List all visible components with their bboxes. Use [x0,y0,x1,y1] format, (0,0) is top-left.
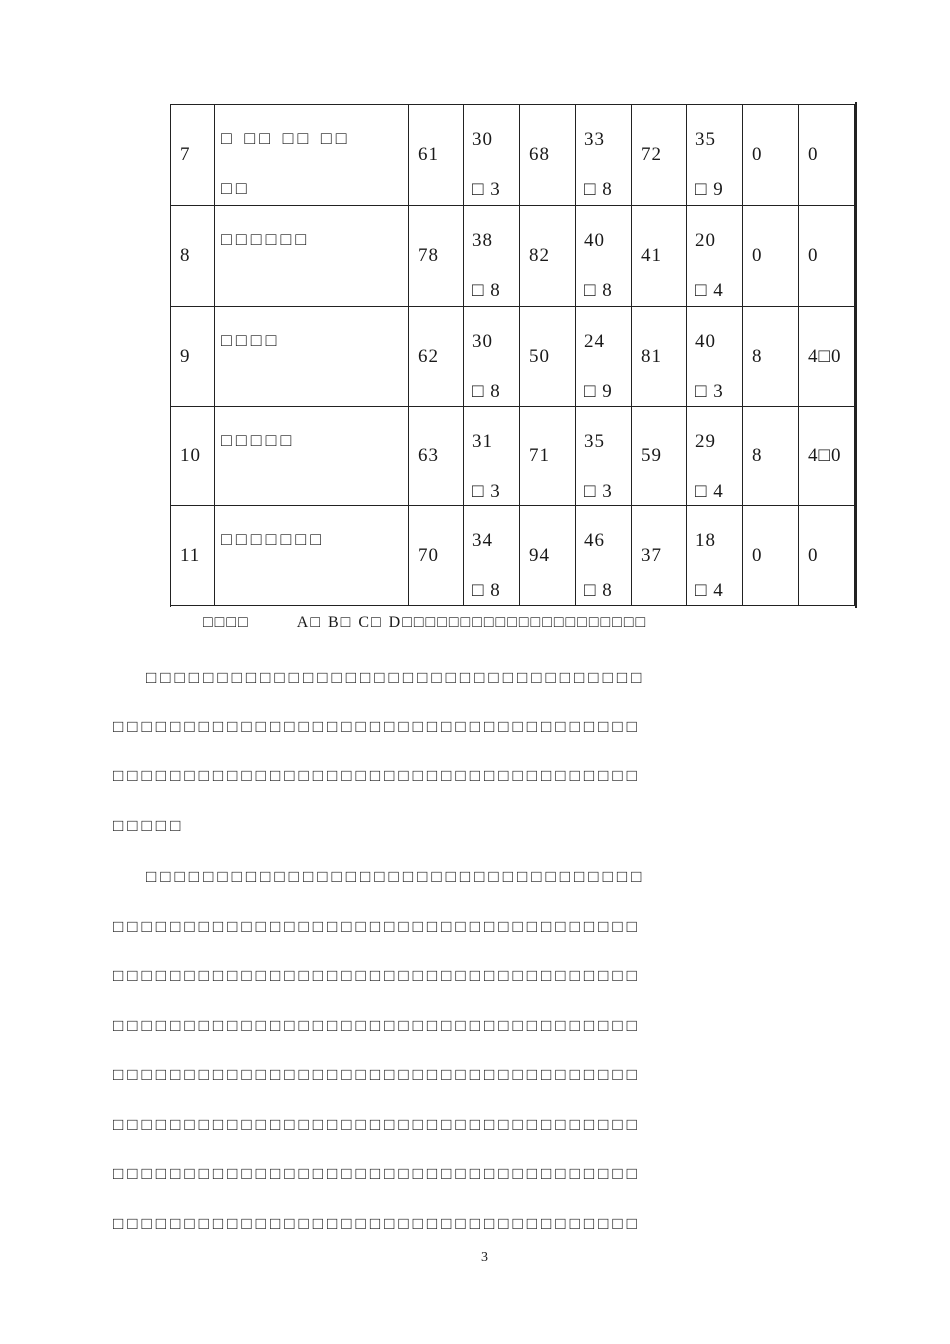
table-cell-no [171,407,215,506]
cell-text: 82 [529,245,550,266]
paragraph-line: □□□□□□□□□□□□□□□□□□□□□□□□□□□□□□□□□□□□□ [113,1115,641,1134]
cell-text: 46 [584,530,605,551]
cell-text: 35 [584,431,605,452]
cell-text: 37 [641,544,662,566]
cell-text: 94 [529,544,550,566]
cell-text: 31 [472,431,493,452]
table-row [171,307,855,407]
paragraph-line: □□□□□□□□□□□□□□□□□□□□□□□□□□□□□□□□□□□□□ [113,966,641,985]
cell-text: □ 8 [584,280,613,301]
cell-text: 35 [695,129,716,150]
paragraph-line: □□□□□□□□□□□□□□□□□□□□□□□□□□□□□□□□□□□□□ [113,766,641,785]
cell-text: 61 [418,144,439,165]
cell-text: □ □□ □□ □□ [221,128,351,148]
table-cell-c2 [464,506,520,606]
cell-text: □□□□□□ [221,229,311,249]
table-cell-c4 [576,105,632,206]
cell-text: 30 [472,331,493,352]
paragraph-line: □□□□□ [113,816,185,835]
cell-text: □ 4 [695,481,724,502]
cell-text: 29 [695,431,716,452]
table-cell-c8 [799,307,855,407]
cell-text: 78 [418,245,439,266]
table-cell-c8 [799,407,855,506]
table-cell-c7 [743,105,799,206]
cell-text: 63 [418,445,439,466]
table-cell-c6 [687,206,743,307]
table-cell-c2 [464,105,520,206]
cell-text: 8 [180,245,191,266]
cell-text: 40 [695,331,716,352]
cell-text: 33 [584,129,605,150]
cell-text: 30 [472,129,493,150]
cell-text: 4□0 [808,345,842,367]
cell-text: 50 [529,345,550,367]
cell-text: 71 [529,445,550,466]
cell-text: □ 8 [472,580,501,601]
table-cell-c1 [409,506,464,606]
paragraph-line: □□□□□□□□□□□□□□□□□□□□□□□□□□□□□□□□□□□□□ [113,1214,641,1233]
cell-text: □ 3 [472,179,501,200]
table-cell-c7 [743,206,799,307]
cell-text: 0 [808,245,819,266]
table-cell-c7 [743,407,799,506]
table-cell-c8 [799,105,855,206]
table-cell-c6 [687,307,743,407]
paragraph-line: □□□□□□□□□□□□□□□□□□□□□□□□□□□□□□□□□□□□□ [113,1065,641,1084]
table-cell-c7 [743,307,799,407]
table-row [171,206,855,307]
table-cell-c6 [687,506,743,606]
cell-text: 38 [472,230,493,251]
cell-text: 0 [752,245,763,266]
table-cell-c4 [576,307,632,407]
table-cell-name [215,407,409,506]
table-cell-c3 [520,506,576,606]
cell-text: 68 [529,144,550,165]
paragraph-line: □□□□□□□□□□□□□□□□□□□□□□□□□□□□□□□□□□□□□ [113,1016,641,1035]
data-table [170,104,855,607]
table-cell-c7 [743,506,799,606]
table-cell-c4 [576,407,632,506]
cell-text: 18 [695,530,716,551]
cell-text: 59 [641,445,662,466]
table-cell-c3 [520,206,576,307]
table-cell-c6 [687,407,743,506]
cell-text: 4□0 [808,445,842,466]
table-cell-c1 [409,206,464,307]
cell-text: □ 8 [584,580,613,601]
paragraph-line: □□□□□□□□□□□□□□□□□□□□□□□□□□□□□□□□□□□ [113,668,646,687]
cell-text: 24 [584,331,605,352]
table-cell-c5 [632,506,687,606]
cell-text: □ 9 [695,179,724,200]
cell-text: □ 3 [695,381,724,402]
table-cell-no [171,307,215,407]
table-cell-c8 [799,506,855,606]
table-row [171,105,855,206]
cell-text: □□□□□□□ [221,529,326,549]
cell-text: 0 [752,144,763,165]
paragraph-line: □□□□□□□□□□□□□□□□□□□□□□□□□□□□□□□□□□□ [113,867,646,886]
table-row [171,506,855,606]
cell-text: 9 [180,345,191,367]
table-cell-c2 [464,407,520,506]
cell-text: □ 9 [584,381,613,402]
table-cell-name [215,206,409,307]
table-cell-c2 [464,307,520,407]
paragraph-line: □□□□□□□□□□□□□□□□□□□□□□□□□□□□□□□□□□□□□ [113,1164,641,1183]
cell-text: 0 [808,144,819,165]
table-cell-c1 [409,105,464,206]
cell-text: 8 [752,445,763,466]
cell-text: 0 [752,544,763,566]
cell-text: 34 [472,530,493,551]
cell-text: 20 [695,230,716,251]
table-right-border [855,102,857,608]
table-cell-name [215,307,409,407]
table-cell-c6 [687,105,743,206]
cell-text: 70 [418,544,439,566]
table-footnote: □□□□ A□ B□ C□ D□□□□□□□□□□□□□□□□□□□□□ [203,614,648,631]
table-cell-c5 [632,407,687,506]
paragraph-line: □□□□□□□□□□□□□□□□□□□□□□□□□□□□□□□□□□□□□ [113,717,641,736]
table-cell-c4 [576,206,632,307]
page-number: 3 [481,1250,488,1265]
cell-text: 41 [641,245,662,266]
table-cell-no [171,506,215,606]
table-cell-c3 [520,407,576,506]
table-cell-no [171,206,215,307]
table-cell-c2 [464,206,520,307]
cell-text: 7 [180,144,191,165]
cell-text: □ 8 [584,179,613,200]
cell-text: □ 4 [695,580,724,601]
table-cell-c5 [632,307,687,407]
table-cell-c1 [409,307,464,407]
cell-text: □ 8 [472,280,501,301]
table-cell-name [215,105,409,206]
cell-text: □ 3 [584,481,613,502]
cell-text: □□ [221,178,251,198]
table-row [171,407,855,506]
table-cell-c3 [520,105,576,206]
table-cell-c5 [632,105,687,206]
cell-text: □ 4 [695,280,724,301]
cell-text: 11 [180,544,201,566]
cell-text: 72 [641,144,662,165]
cell-text: 62 [418,345,439,367]
cell-text: □ 3 [472,481,501,502]
table-cell-no [171,105,215,206]
paragraph-line: □□□□□□□□□□□□□□□□□□□□□□□□□□□□□□□□□□□□□ [113,917,641,936]
table-cell-c8 [799,206,855,307]
table-cell-name [215,506,409,606]
cell-text: □□□□ [221,330,281,350]
cell-text: 81 [641,345,662,367]
cell-text: 8 [752,345,763,367]
table-cell-c5 [632,206,687,307]
cell-text: 10 [180,445,201,466]
table-cell-c1 [409,407,464,506]
table-cell-c3 [520,307,576,407]
cell-text: □□□□□ [221,430,296,450]
table-cell-c4 [576,506,632,606]
cell-text: □ 8 [472,381,501,402]
cell-text: 40 [584,230,605,251]
cell-text: 0 [808,544,819,566]
